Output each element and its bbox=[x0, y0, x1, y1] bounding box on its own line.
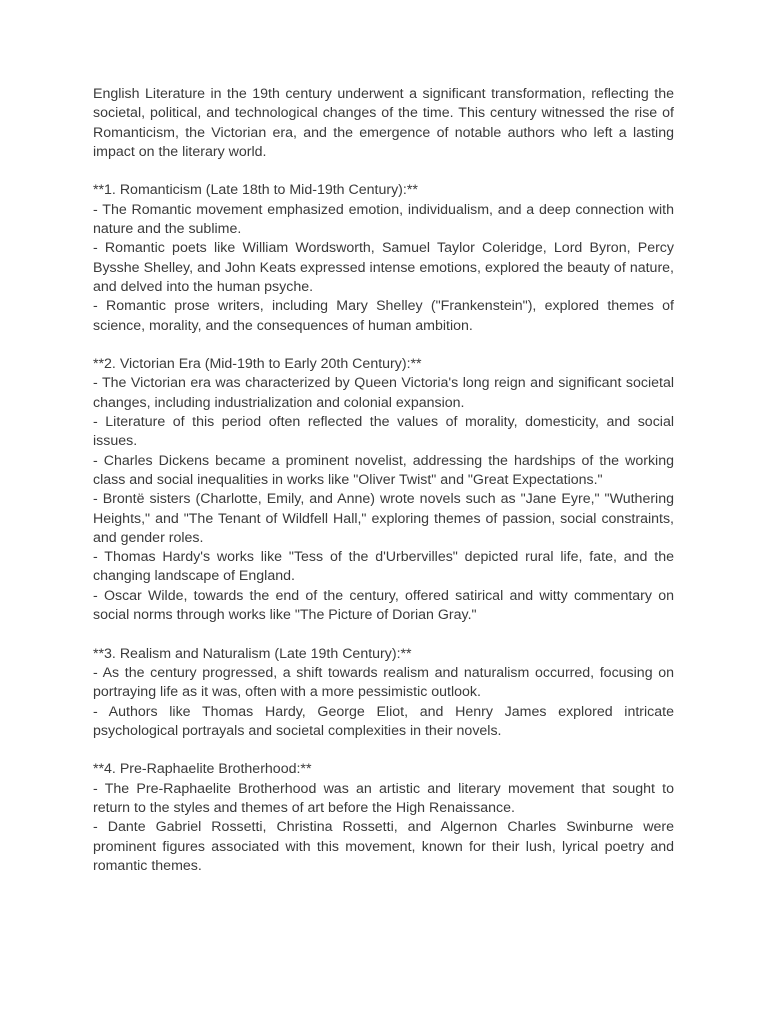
bullet-item: - Thomas Hardy's works like "Tess of the d'Urbervilles" depicted rural life, fate, and the changing landscape of England. bbox=[93, 549, 674, 585]
section-victorian-era bbox=[93, 355, 674, 625]
bullet-item: - Romantic prose writers, including Mary Shelley ("Frankenstein"), explored themes of science, morality, and the consequences of human ambition. bbox=[93, 298, 674, 334]
bullet-item: - Romantic poets like William Wordsworth, Samuel Taylor Coleridge, Lord Byron, Percy Bysshe Shelley, and John Keats expressed intense emotions, explored the beauty of nature, and delved into the human psyche. bbox=[93, 240, 674, 295]
bullet-item: - Dante Gabriel Rossetti, Christina Rossetti, and Algernon Charles Swinburne were prominent figures associated with this movement, known for their lush, lyrical poetry and romantic themes. bbox=[93, 819, 674, 874]
bullet-item: - As the century progressed, a shift towards realism and naturalism occurred, focusing on portraying life as it was, often with a more pessimistic outlook. bbox=[93, 664, 674, 701]
bullet-item: - Oscar Wilde, towards the end of the century, offered satirical and witty commentary on social norms through works like "The Picture of Dorian Gray." bbox=[93, 587, 674, 624]
bullet-item: - The Romantic movement emphasized emotion, individualism, and a deep connection with nature and the sublime. bbox=[93, 201, 674, 238]
bullet-item: - The Victorian era was characterized by Queen Victoria's long reign and significant societal changes, including industrialization and colonial expansion. bbox=[93, 375, 674, 411]
section-heading: **2. Victorian Era (Mid-19th to Early 20th Century):** bbox=[93, 356, 422, 373]
bullet-item: - Charles Dickens became a prominent novelist, addressing the hardships of the working class and social inequalities in works like "Oliver Twist" and "Great Expectations." bbox=[93, 452, 674, 488]
section-pre-raphaelite bbox=[93, 760, 674, 876]
bullet-item: - Literature of this period often reflected the values of morality, domesticity, and social issues. bbox=[93, 414, 674, 450]
section-heading: **1. Romanticism (Late 18th to Mid-19th Century):** bbox=[93, 182, 418, 199]
intro-paragraph: English Literature in the 19th century underwent a significant transformation, reflecting the societal, political, and technological changes of the time. This century witnessed the rise of Romanticism, the Victorian era, and the emergence of notable authors who left a lasting impact on the literary world. bbox=[93, 86, 674, 160]
section-realism-naturalism bbox=[93, 645, 674, 741]
section-heading: **3. Realism and Naturalism (Late 19th Century):** bbox=[93, 645, 412, 662]
bullet-item: - Authors like Thomas Hardy, George Eliot, and Henry James explored intricate psychological portrayals and societal complexities in their novels. bbox=[93, 703, 674, 739]
bullet-item: - The Pre-Raphaelite Brotherhood was an artistic and literary movement that sought to return to the styles and themes of art before the High Renaissance. bbox=[93, 780, 674, 816]
bullet-item: - Brontë sisters (Charlotte, Emily, and Anne) wrote novels such as "Jane Eyre," "Wuthering Heights," and "The Tenant of Wildfell Hall," exploring themes of passion, social constraints, and gender roles. bbox=[93, 491, 674, 546]
section-heading: **4. Pre-Raphaelite Brotherhood:** bbox=[93, 761, 312, 778]
section-romanticism bbox=[93, 181, 674, 335]
document-page bbox=[93, 85, 674, 895]
